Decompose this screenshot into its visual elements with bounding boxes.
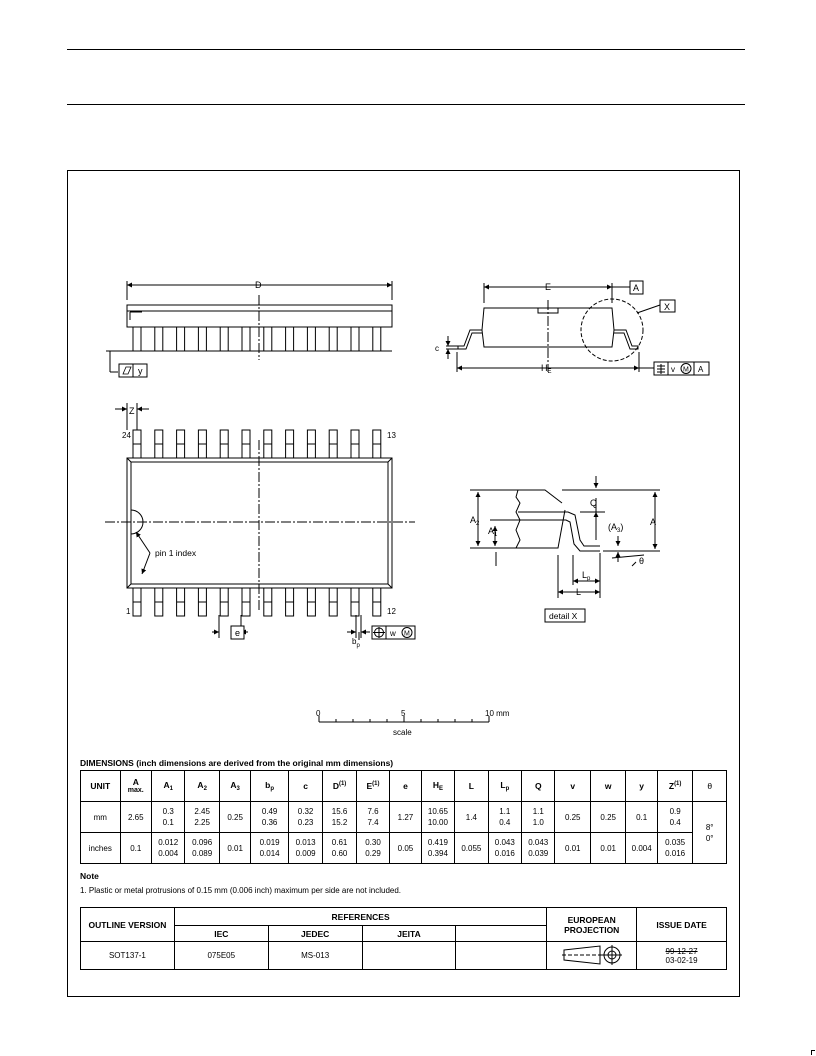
cell-a-max-inches: 0.1	[120, 833, 151, 864]
cell-d-inches: 0.61 0.60	[323, 833, 356, 864]
notes	[80, 871, 401, 895]
dim-a-label: A	[650, 517, 657, 527]
cell-c-mm: 0.32 0.23	[288, 802, 322, 833]
note-heading: Note	[80, 871, 99, 881]
header-a1: $A_1$	[151, 771, 184, 802]
cell-a2-mm: 2.45 2.25	[185, 802, 219, 833]
cell-issue-date: 99-12-27 03-02-19	[637, 942, 727, 970]
dim-bp-label: $b_p$	[352, 637, 360, 649]
header-issue-date: ISSUE DATE	[637, 908, 727, 942]
cell-l-mm: 1.4	[455, 802, 488, 833]
dim-c-label: c	[435, 344, 439, 353]
header-a2: $A_2$	[185, 771, 219, 802]
cell-c-inches: 0.013 0.009	[288, 833, 322, 864]
cell-lp-mm: 1.1 0.4	[488, 802, 521, 833]
pin-24-label: 24	[122, 431, 131, 440]
cell-z-mm: 0.9 0.4	[657, 802, 692, 833]
cell-w-mm: 0.25	[590, 802, 625, 833]
cell-z-inches: 0.035 0.016	[657, 833, 692, 864]
header-he: $H_E$	[421, 771, 454, 802]
pin-12-label: 12	[387, 607, 396, 616]
cell-iec: 075E05	[174, 942, 268, 970]
cell-e-mm: 1.27	[390, 802, 421, 833]
scale-5-label: 5	[401, 709, 406, 718]
dim-z-label: Z	[129, 406, 135, 416]
side-lead	[198, 327, 206, 351]
cell-e-big-mm: 7.6 7.4	[356, 802, 389, 833]
scale-label: scale	[393, 728, 412, 737]
cell-y-inches: 0.004	[626, 833, 657, 864]
cell-v-inches: 0.01	[555, 833, 590, 864]
header-iec: IEC	[174, 926, 268, 942]
header-a-max: A max.	[120, 771, 151, 802]
detail-x-flag-label: X	[664, 302, 671, 312]
tolerance-frame-v	[654, 362, 709, 375]
table-row	[81, 942, 727, 970]
cell-lp-inches: 0.043 0.016	[488, 833, 521, 864]
header-c: c	[288, 771, 322, 802]
table-row	[81, 833, 727, 864]
cell-y-mm: 0.1	[626, 802, 657, 833]
cell-he-mm: 10.65 10.00	[421, 802, 454, 833]
cell-unit-inches: inches	[81, 833, 121, 864]
cell-e-big-inches: 0.30 0.29	[356, 833, 389, 864]
top-view	[105, 403, 415, 640]
header-jeita: JEITA	[362, 926, 456, 942]
svg-text:v: v	[671, 365, 675, 374]
scale-10-label: 10 mm	[485, 709, 510, 718]
header-bp: $b_p$	[251, 771, 289, 802]
dim-pitch-e-label: e	[235, 628, 241, 638]
header-l: L	[455, 771, 488, 802]
header-d: $D^{(1)}$	[323, 771, 356, 802]
pin-1-label: 1	[126, 607, 131, 616]
dim-theta-label: θ	[639, 556, 645, 566]
dim-d-label: D	[255, 280, 262, 290]
tolerance-frame-w	[372, 626, 415, 639]
header-e: e	[390, 771, 421, 802]
cell-w-inches: 0.01	[590, 833, 625, 864]
header-outline-version: OUTLINE VERSION	[81, 908, 175, 942]
cell-a2-inches: 0.096 0.089	[185, 833, 219, 864]
dim-y-label: y	[138, 366, 143, 376]
header-v: v	[555, 771, 590, 802]
dim-a2-label: $A_2$	[470, 515, 480, 527]
cell-a1-inches: 0.012 0.004	[151, 833, 184, 864]
side-lead	[329, 327, 337, 351]
header-z: $Z^{(1)}$	[657, 771, 692, 802]
cell-a-max-mm: 2.65	[120, 802, 151, 833]
side-lead	[177, 327, 185, 351]
side-lead	[155, 327, 163, 351]
header-theta: θ	[693, 771, 727, 802]
svg-text:M: M	[683, 366, 689, 374]
cell-unit-mm: mm	[81, 802, 121, 833]
header-references: REFERENCES	[174, 908, 546, 926]
header-e-big: $E^{(1)}$	[356, 771, 389, 802]
side-lead	[373, 327, 381, 351]
side-lead	[133, 327, 141, 351]
page-corner-mark-v	[811, 1050, 812, 1055]
cell-projection	[547, 942, 637, 970]
cell-a3-mm: 0.25	[219, 802, 250, 833]
dim-l-label: L	[576, 587, 582, 597]
note-text: 1. Plastic or metal protrusions of 0.15 mm (0.006 inch) maximum per side are not included.	[80, 886, 402, 895]
dimensions-table	[80, 770, 727, 864]
dim-lp-label: $L_p$	[582, 570, 591, 582]
dim-a3-label: $(A_3)$	[608, 522, 624, 534]
cell-jedec: MS-013	[268, 942, 362, 970]
side-lead	[307, 327, 315, 351]
cell-bp-inches: 0.019 0.014	[251, 833, 289, 864]
header-a3: $A_3$	[219, 771, 250, 802]
header-blank	[456, 926, 547, 942]
header-european-projection: EUROPEAN PROJECTION	[547, 908, 637, 942]
side-view	[106, 281, 392, 372]
dim-a1-label: $A_1$	[488, 526, 498, 538]
header-q: Q	[522, 771, 555, 802]
datum-a-label: A	[633, 283, 640, 293]
header-jedec: JEDEC	[268, 926, 362, 942]
cell-blank	[456, 942, 547, 970]
side-lead	[242, 327, 250, 351]
cell-l-inches: 0.055	[455, 833, 488, 864]
scale-0-label: 0	[316, 709, 321, 718]
dim-q-label: Q	[590, 498, 598, 508]
cell-a1-mm: 0.3 0.1	[151, 802, 184, 833]
svg-text:A: A	[698, 365, 704, 374]
cell-v-mm: 0.25	[555, 802, 590, 833]
side-lead	[220, 327, 228, 351]
cell-a3-inches: 0.01	[219, 833, 250, 864]
detail-x-label: detail X	[549, 611, 578, 621]
header-lp: $L_p$	[488, 771, 521, 802]
outline-table	[80, 907, 727, 970]
header-unit: UNIT	[81, 771, 121, 802]
table-header-row	[81, 771, 727, 802]
svg-text:w: w	[390, 629, 396, 638]
cell-jeita	[362, 942, 456, 970]
cell-version: SOT137-1	[81, 942, 175, 970]
table-row	[81, 802, 727, 833]
header-y: y	[626, 771, 657, 802]
side-lead	[351, 327, 359, 351]
side-lead	[286, 327, 294, 351]
dim-he-label: $H_E$	[541, 363, 552, 375]
cell-d-mm: 15.6 15.2	[323, 802, 356, 833]
detail-x	[470, 476, 660, 598]
projection-symbol-icon	[560, 944, 624, 966]
svg-text:M: M	[404, 630, 410, 638]
cell-theta: 8° 0°	[693, 802, 727, 864]
cell-q-inches: 0.043 0.039	[522, 833, 555, 864]
pin1-index-label: pin 1 index	[155, 548, 197, 558]
end-view	[446, 283, 660, 372]
dimensions-title: DIMENSIONS (inch dimensions are derived from the original mm dimensions)	[80, 758, 394, 768]
cell-q-mm: 1.1 1.0	[522, 802, 555, 833]
header-w: w	[590, 771, 625, 802]
side-lead	[264, 327, 272, 351]
cell-he-inches: 0.419 0.394	[421, 833, 454, 864]
cell-bp-mm: 0.49 0.36	[251, 802, 289, 833]
pin-13-label: 13	[387, 431, 396, 440]
dim-e-label: E	[545, 282, 552, 292]
cell-e-inches: 0.05	[390, 833, 421, 864]
